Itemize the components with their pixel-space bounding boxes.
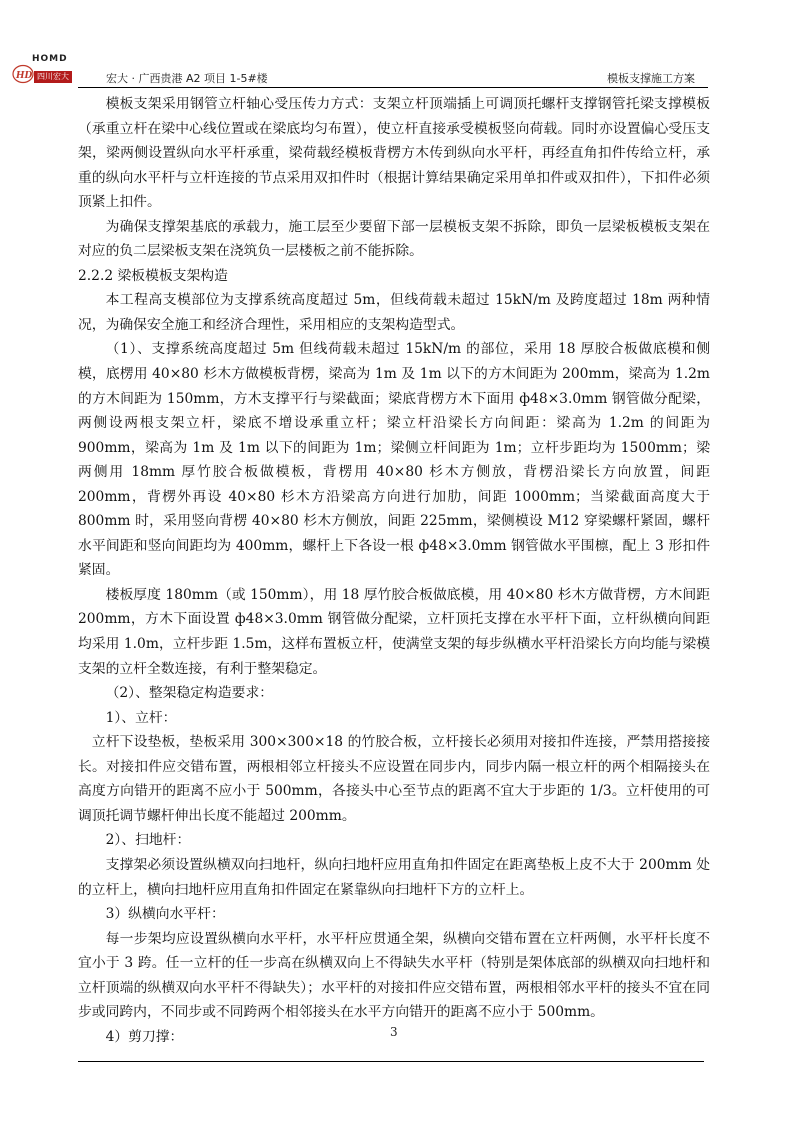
page-header bbox=[0, 0, 794, 90]
header-project-title: 宏大 · 广西贵港 A2 项目 1-5#楼 bbox=[106, 72, 268, 85]
paragraph: 楼板厚度 180mm（或 150mm），用 18 厚竹胶合板做底模，用 40×80 杉木方做背楞，方木间距 200mm，方木下面设置 ф48×3.0mm 钢管做分配梁，立杆顶托支撑在水平杆下面，立杆纵横向间距均采用 1.0m，立杆步距 1.5m，这样布置板立杆，使满堂支架的每步纵横水平杆沿梁长方向均能与梁模支架的立杆全数连接，有利于整架稳定。 bbox=[78, 586, 710, 677]
svg-text:HD: HD bbox=[16, 71, 33, 81]
section-heading: 2.2.2 梁板模板支架构造 bbox=[78, 267, 228, 284]
paragraph: 本工程高支模部位为支撑系统高度超过 5m，但线荷载未超过 15kN/m 及跨度超过 18m 两种情况，为确保安全施工和经济合理性，采用相应的支架构造型式。 bbox=[78, 292, 710, 333]
subsection-heading: （2）、整架稳定构造要求： bbox=[105, 685, 274, 702]
footer-divider bbox=[78, 1061, 704, 1062]
logo-brand-text: HOMD bbox=[32, 54, 68, 64]
paragraph: 为确保支撑架基底的承载力，施工层至少要留下部一层模板支架不拆除，即负一层梁板模板支架在对应的负二层梁板支架在浇筑负一层楼板之前不能拆除。 bbox=[78, 218, 710, 260]
item-heading: 2）、扫地杆： bbox=[105, 832, 191, 849]
document-body bbox=[78, 92, 710, 1049]
paragraph: 立杆下设垫板，垫板采用 300×300×18 的竹胶合板，立杆接长必须用对接扣件连接，严禁用搭接接长。对接扣件应交错布置，两根相邻立杆接头不应设置在同步内，同步内隔一根立杆的两个相隔接头在高度方向错开的距离不应小于 500mm，各接头中心至节点的距离不宜大于步距的 1/3。立杆使用的可调顶托调节螺杆伸出长度不能超过 200mm。 bbox=[78, 734, 710, 824]
logo-company-text: 四川宏大 bbox=[34, 71, 72, 83]
header-document-title: 模板支撑施工方案 bbox=[607, 72, 695, 85]
paragraph: （1）、支撑系统高度超过 5m 但线荷载未超过 15kN/m 的部位，采用 18 厚胶合板做底模和侧模，底楞用 40×80 杉木方做模板背楞，梁高为 1m 及 1m 以下的方木间距为 200mm，梁高为 1.2m 的方木间距为 150mm，方木支撑平行与梁截面；梁底背楞方木下面用 ф48×3.0mm 钢管做分配梁，两侧设两根支架立杆，梁底不增设承重立杆；梁立杆沿梁长方向间距：梁高为 1.2m 的间距为 900mm，梁高为 1m 及 1m 以下的间距为 1m；梁侧立杆间距为 1m；立杆步距均为 1500mm；梁两侧用 18mm 厚竹胶合板做模板，背楞用 40×80 杉木方侧放，背楞沿梁长方向放置，间距 200mm，背楞外再设 40×80 杉木方沿梁高方向进行加肋，间距 1000mm；当梁截面高度大于 800mm 时，采用竖向背楞 40×80 杉木方侧放，间距 225mm，梁侧模设 M12 穿梁螺杆紧固，螺杆水平间距和竖向间距均为 400mm，螺杆上下各设一根 ф48×3.0mm 钢管做水平围檩，配上 3 形扣件紧固。 bbox=[78, 341, 710, 579]
item-heading: 1）、立杆： bbox=[105, 709, 177, 726]
item-heading: 4）剪刀撑： bbox=[105, 1028, 184, 1045]
hd-logo-icon bbox=[12, 64, 34, 84]
header-divider bbox=[78, 87, 708, 88]
company-logo bbox=[12, 54, 82, 88]
page-number: 3 bbox=[390, 1025, 398, 1039]
paragraph: 支撑架必须设置纵横双向扫地杆，纵向扫地杆应用直角扣件固定在距离垫板上皮不大于 200mm 处的立杆上，横向扫地杆应用直角扣件固定在紧靠纵向扫地杆下方的立杆上。 bbox=[78, 856, 710, 898]
paragraph: 每一步架均应设置纵横向水平杆，水平杆应贯通全架，纵横向交错布置在立杆两侧，水平杆长度不宜小于 3 跨。任一立杆的任一步高在纵横双向上不得缺失水平杆（特别是架体底部的纵横双向扫地杆和立杆顶端的纵横双向水平杆不得缺失）；水平杆的对接扣件应交错布置，两根相邻水平杆的接头不宜在同步或同跨内，不同步或不同跨两个相邻接头在水平方向错开的距离不应小于 500mm。 bbox=[78, 930, 710, 1021]
item-heading: 3）纵横向水平杆： bbox=[105, 906, 225, 923]
paragraph: 模板支架采用钢管立杆轴心受压传力方式：支架立杆顶端插上可调顶托螺杆支撑钢管托梁支撑模板（承重立杆在梁中心线位置或在梁底均匀布置），使立杆直接承受模板竖向荷载。同时亦设置偏心受压支架，梁两侧设置纵向水平杆承重，梁荷载经模板背楞方木传到纵向水平杆，再经直角扣件传给立杆，承重的纵向水平杆与立杆连接的节点采用双扣件时（根据计算结果确定采用单扣件或双扣件），下扣件必须顶紧上扣件。 bbox=[78, 96, 710, 211]
